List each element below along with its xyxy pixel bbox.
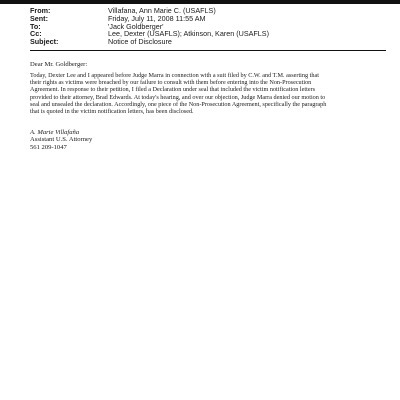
body-line: that is quoted in the victim notification letters, has been disclosed. (30, 108, 194, 116)
header-row-subject (30, 38, 390, 46)
email-body (30, 72, 380, 115)
header-divider (30, 50, 386, 51)
header-value: 'Jack Goldberger' (108, 21, 164, 31)
body-line: their rights as victims were breached by our failure to consult with them before entering into the Non-Prosecution (30, 79, 312, 87)
signature-phone: 561 209-1047 (30, 143, 67, 151)
header-value: Villafana, Ann Marie C. (USAFLS) (108, 6, 216, 15)
header-value: Notice of Disclosure (108, 37, 172, 47)
signature-name: A. Marie Villafaña (30, 129, 80, 136)
header-value: Lee, Dexter (USAFLS); Atkinson, Karen (USAFLS) (108, 29, 269, 39)
body-line: seal and unsealed the declaration. Accordingly, one piece of the Non-Prosecution Agreement, specifically the paragraph (30, 100, 327, 108)
signature-title: Assistant U.S. Attorney (30, 136, 93, 144)
body-line: Today, Dexter Lee and I appeared before Judge Marra in connection with a suit filed by C.W. and T.M. asserting that (30, 72, 319, 79)
header-label: From: (30, 6, 51, 15)
email-header (30, 7, 390, 46)
header-row-cc (30, 30, 390, 38)
salutation: Dear Mr. Goldberger: (30, 61, 88, 68)
header-row-from (30, 7, 390, 15)
header-label: To: (30, 21, 41, 31)
top-scan-bar (0, 0, 400, 4)
header-label: Sent: (30, 13, 48, 23)
signature-block (30, 129, 92, 151)
header-row-sent (30, 15, 390, 23)
body-line: provided to their attorney, Brad Edwards. At today's hearing, and over our objection, Judge Marra denied our motion to (30, 93, 326, 101)
header-label: Cc: (30, 29, 42, 39)
header-label: Subject: (30, 37, 59, 47)
header-value: Friday, July 11, 2008 11:55 AM (108, 13, 206, 23)
body-line: Agreement. In response to their petition, I filed a Declaration under seal that included the victim notification letters (30, 86, 316, 94)
